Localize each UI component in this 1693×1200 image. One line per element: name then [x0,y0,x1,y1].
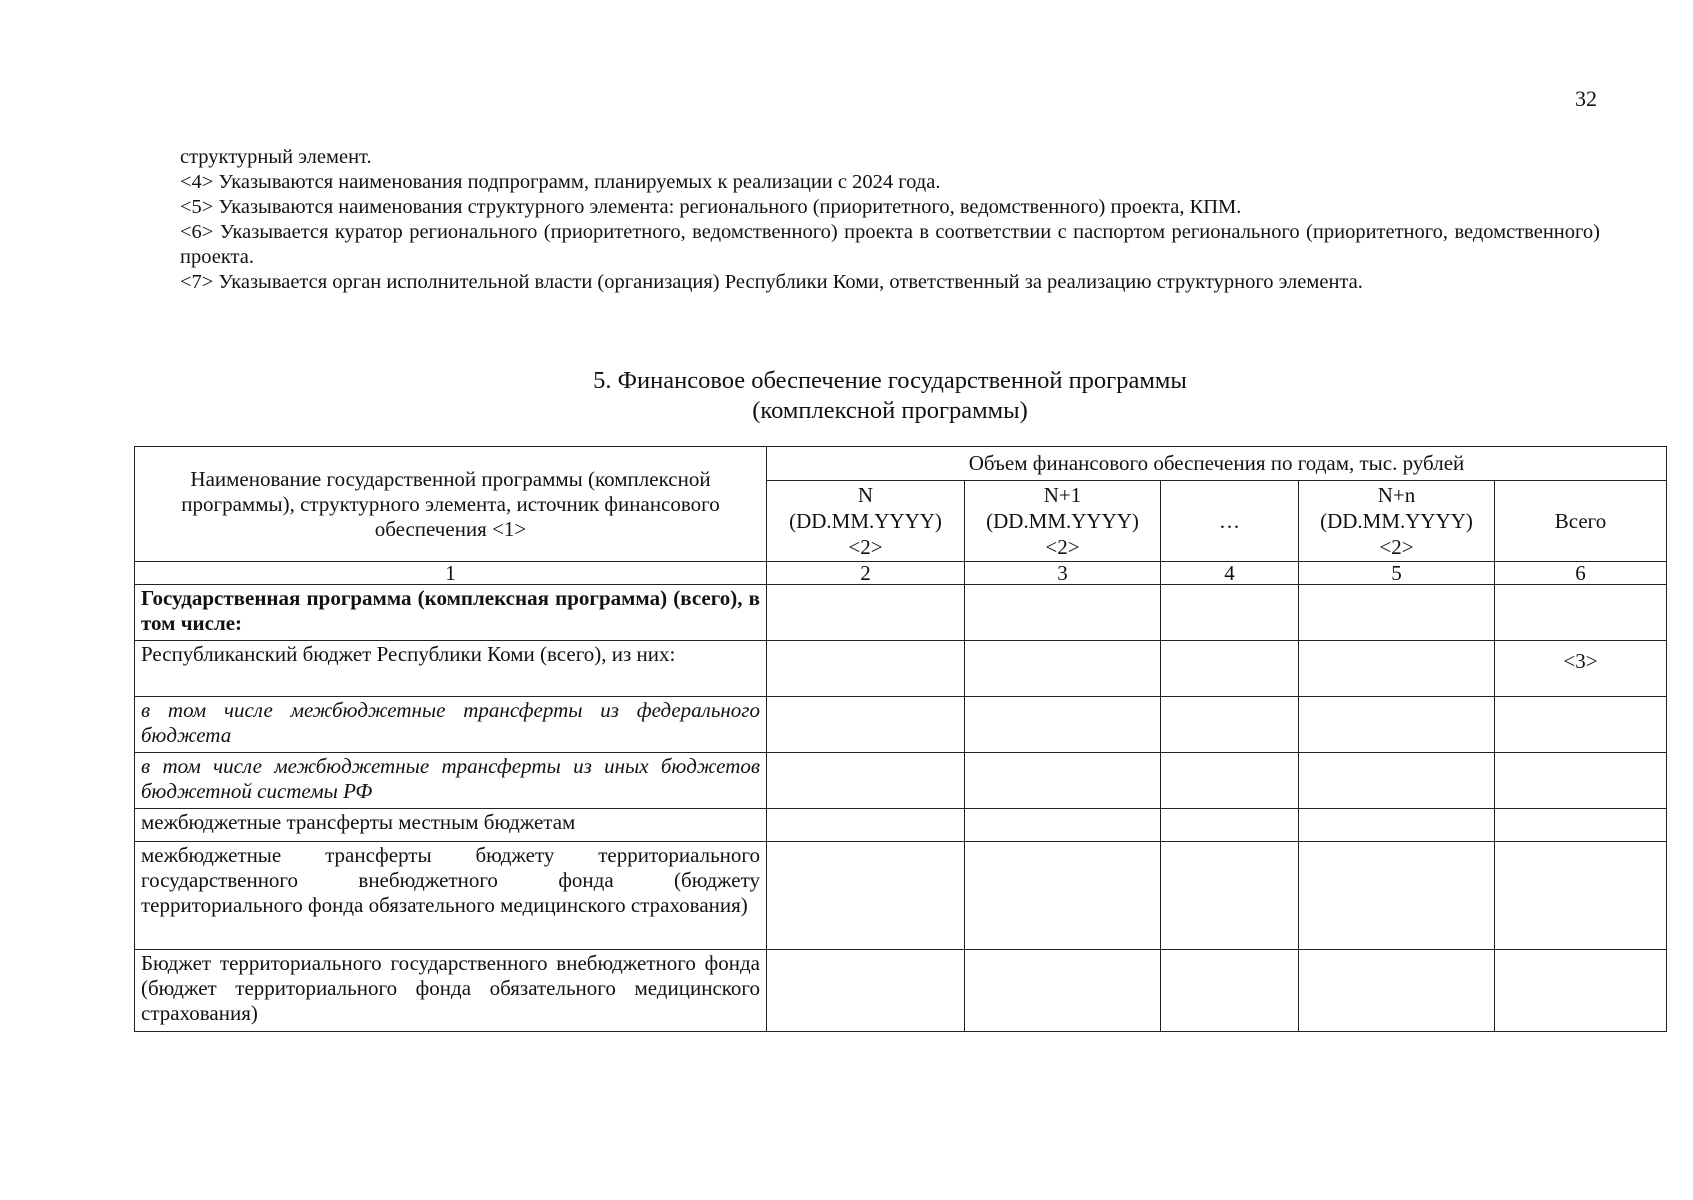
value-cell [767,697,965,753]
value-cell [1299,585,1495,641]
header-year-n1 [965,481,1161,562]
year-note: <2> [1045,535,1080,559]
table-row [135,842,1667,950]
table-row [135,809,1667,842]
row-name-fund-budget: Бюджет территориального государственного внебюджетного фонда (бюджет территориального фонда обязательного медицинского страхования) [135,950,767,1032]
row-name-program-total: Государственная программа (комплексная программа) (всего), в том числе: [135,585,767,641]
column-number: 2 [767,562,965,585]
year-note: <2> [1379,535,1414,559]
section-title-line2: (комплексной программы) [752,397,1028,424]
value-cell [1299,753,1495,809]
column-number: 3 [965,562,1161,585]
header-year-n [767,481,965,562]
column-number: 1 [135,562,767,585]
year-label: N [857,483,874,507]
table-row [135,753,1667,809]
value-cell [767,585,965,641]
value-cell [965,753,1161,809]
total-cell [1495,753,1667,809]
value-cell [1161,842,1299,950]
column-number: 6 [1495,562,1667,585]
value-cell [1299,641,1495,697]
value-cell [767,753,965,809]
column-number: 4 [1161,562,1299,585]
value-cell [1299,842,1495,950]
page-number: 32 [1575,86,1597,111]
header-row-1 [135,447,1667,481]
year-label: N+n [1377,483,1416,507]
row-name-other-budget-transfers: в том числе межбюджетные трансферты из иных бюджетов бюджетной системы РФ [135,753,767,809]
value-cell [1161,697,1299,753]
table-row [135,950,1667,1032]
value-cell [767,809,965,842]
footnotes [180,145,1600,295]
value-cell [767,842,965,950]
value-cell [767,950,965,1032]
value-cell [1299,809,1495,842]
year-date: (DD.MM.YYYY) [1320,509,1473,533]
value-cell [965,697,1161,753]
footnote-continuation: структурный элемент. [180,146,372,168]
total-cell [1495,950,1667,1032]
footnote-6: <6> Указывается куратор регионального (приоритетного, ведомственного) проекта в соответствии с паспортом регионального (приоритетного, ведомственного) проекта. [180,221,1600,268]
header-year-nn [1299,481,1495,562]
footnote-5: <5> Указываются наименования структурного элемента: регионального (приоритетного, ведомственного) проекта, КПМ. [180,196,1242,218]
row-name-republican-budget: Республиканский бюджет Республики Коми (всего), из них: [135,641,767,697]
row-name-local-transfers: межбюджетные трансферты местным бюджетам [135,809,767,842]
value-cell [965,585,1161,641]
table-row [135,585,1667,641]
header-funding-group: Объем финансового обеспечения по годам, тыс. рублей [767,447,1667,481]
footnote-4: <4> Указываются наименования подпрограмм, планируемых к реализации с 2024 года. [180,171,941,193]
total-cell-note: <3> [1495,641,1667,697]
value-cell [965,809,1161,842]
value-cell [767,641,965,697]
value-cell [1161,753,1299,809]
value-cell [965,950,1161,1032]
year-date: (DD.MM.YYYY) [986,509,1139,533]
year-note: <2> [848,535,883,559]
column-number: 5 [1299,562,1495,585]
value-cell [1161,809,1299,842]
total-cell [1495,585,1667,641]
section-title-line1: 5. Финансовое обеспечение государственной программы [593,367,1187,394]
year-date: (DD.MM.YYYY) [789,509,942,533]
section-title [180,366,1600,426]
value-cell [965,842,1161,950]
row-name-federal-transfers: в том числе межбюджетные трансферты из федерального бюджета [135,697,767,753]
total-cell [1495,842,1667,950]
year-label: … [1219,509,1240,533]
header-name-cell: Наименование государственной программы (комплексной программы), структурного элемента, источник финансового обеспечения <1> [135,447,767,562]
year-label: N+1 [1043,483,1082,507]
value-cell [965,641,1161,697]
value-cell [1161,585,1299,641]
value-cell [1299,950,1495,1032]
footnote-7: <7> Указывается орган исполнительной власти (организация) Республики Коми, ответственный за реализацию структурного элемента. [180,271,1363,293]
table-row [135,697,1667,753]
header-year-ellipsis [1161,481,1299,562]
value-cell [1161,950,1299,1032]
value-cell [1299,697,1495,753]
total-cell [1495,697,1667,753]
financing-table [134,446,1667,1032]
header-total: Всего [1495,481,1667,562]
value-cell [1161,641,1299,697]
table-row [135,641,1667,697]
row-name-fund-transfers: межбюджетные трансферты бюджету территориального государственного внебюджетного фонда (бюджету территориального фонда обязательного медицинского страхования) [135,842,767,950]
total-cell [1495,809,1667,842]
column-number-row [135,562,1667,585]
